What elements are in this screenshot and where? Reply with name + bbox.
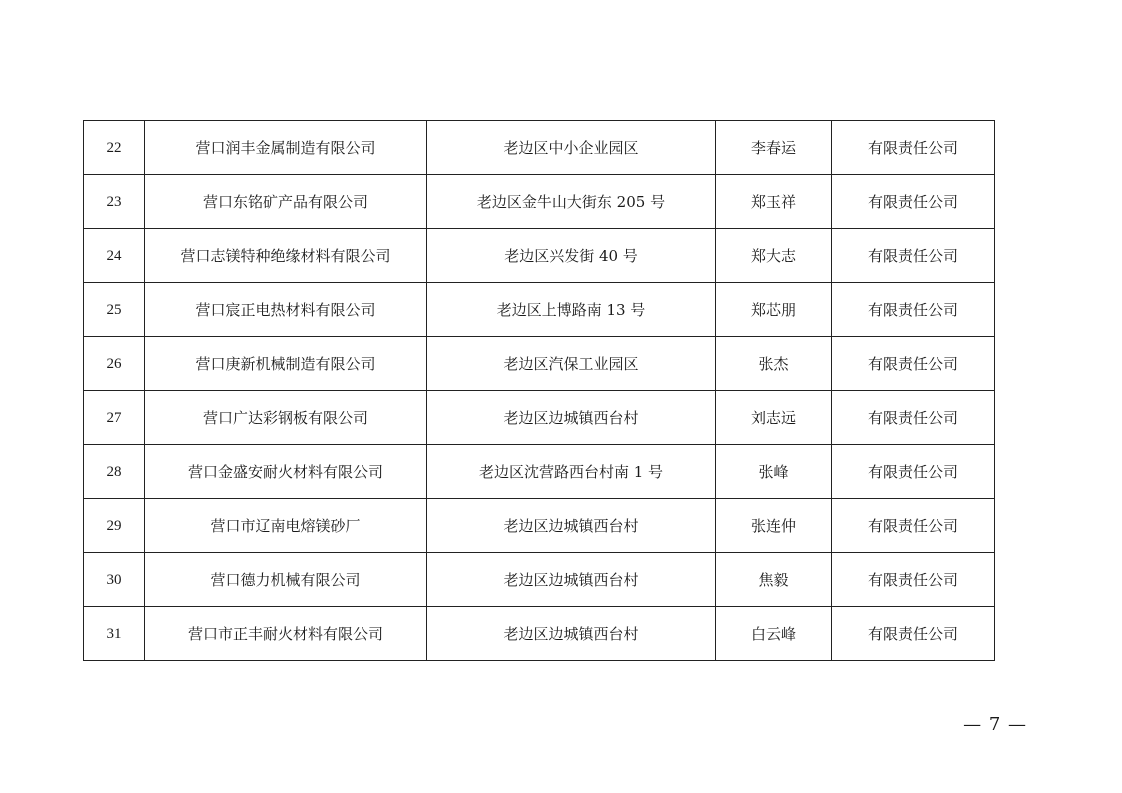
company-type: 有限责任公司 bbox=[832, 391, 995, 445]
company-type: 有限责任公司 bbox=[832, 337, 995, 391]
company-type: 有限责任公司 bbox=[832, 553, 995, 607]
row-number: 24 bbox=[84, 229, 145, 283]
company-address: 老边区兴发街 40 号 bbox=[427, 229, 716, 283]
company-table bbox=[83, 120, 995, 661]
company-name: 营口金盛安耐火材料有限公司 bbox=[145, 445, 427, 499]
legal-representative: 郑玉祥 bbox=[716, 175, 832, 229]
company-address: 老边区汽保工业园区 bbox=[427, 337, 716, 391]
company-address: 老边区边城镇西台村 bbox=[427, 607, 716, 661]
row-number: 22 bbox=[84, 121, 145, 175]
table-row bbox=[84, 445, 995, 499]
table-row bbox=[84, 175, 995, 229]
company-address: 老边区沈营路西台村南 1 号 bbox=[427, 445, 716, 499]
legal-representative: 张峰 bbox=[716, 445, 832, 499]
legal-representative: 白云峰 bbox=[716, 607, 832, 661]
company-name: 营口东铭矿产品有限公司 bbox=[145, 175, 427, 229]
company-address: 老边区边城镇西台村 bbox=[427, 499, 716, 553]
legal-representative: 张连仲 bbox=[716, 499, 832, 553]
company-type: 有限责任公司 bbox=[832, 283, 995, 337]
page-number: — 7 — bbox=[963, 714, 1027, 735]
legal-representative: 刘志远 bbox=[716, 391, 832, 445]
company-name: 营口市辽南电熔镁砂厂 bbox=[145, 499, 427, 553]
company-address: 老边区边城镇西台村 bbox=[427, 553, 716, 607]
legal-representative: 郑芯朋 bbox=[716, 283, 832, 337]
company-type: 有限责任公司 bbox=[832, 499, 995, 553]
company-name: 营口润丰金属制造有限公司 bbox=[145, 121, 427, 175]
table-row bbox=[84, 391, 995, 445]
legal-representative: 郑大志 bbox=[716, 229, 832, 283]
row-number: 23 bbox=[84, 175, 145, 229]
table-row bbox=[84, 553, 995, 607]
legal-representative: 李春运 bbox=[716, 121, 832, 175]
company-name: 营口志镁特种绝缘材料有限公司 bbox=[145, 229, 427, 283]
company-type: 有限责任公司 bbox=[832, 445, 995, 499]
company-address: 老边区金牛山大街东 205 号 bbox=[427, 175, 716, 229]
company-name: 营口德力机械有限公司 bbox=[145, 553, 427, 607]
company-address: 老边区上博路南 13 号 bbox=[427, 283, 716, 337]
table-row bbox=[84, 337, 995, 391]
company-type: 有限责任公司 bbox=[832, 121, 995, 175]
table-row bbox=[84, 499, 995, 553]
company-name: 营口庚新机械制造有限公司 bbox=[145, 337, 427, 391]
legal-representative: 张杰 bbox=[716, 337, 832, 391]
table-row bbox=[84, 229, 995, 283]
row-number: 30 bbox=[84, 553, 145, 607]
company-address: 老边区边城镇西台村 bbox=[427, 391, 716, 445]
row-number: 29 bbox=[84, 499, 145, 553]
table-row bbox=[84, 283, 995, 337]
company-type: 有限责任公司 bbox=[832, 607, 995, 661]
legal-representative: 焦毅 bbox=[716, 553, 832, 607]
row-number: 26 bbox=[84, 337, 145, 391]
row-number: 31 bbox=[84, 607, 145, 661]
company-type: 有限责任公司 bbox=[832, 175, 995, 229]
company-address: 老边区中小企业园区 bbox=[427, 121, 716, 175]
row-number: 28 bbox=[84, 445, 145, 499]
table-row bbox=[84, 121, 995, 175]
company-table-body bbox=[84, 121, 995, 661]
row-number: 27 bbox=[84, 391, 145, 445]
company-name: 营口市正丰耐火材料有限公司 bbox=[145, 607, 427, 661]
row-number: 25 bbox=[84, 283, 145, 337]
table-row bbox=[84, 607, 995, 661]
company-type: 有限责任公司 bbox=[832, 229, 995, 283]
company-name: 营口宸正电热材料有限公司 bbox=[145, 283, 427, 337]
company-name: 营口广达彩钢板有限公司 bbox=[145, 391, 427, 445]
